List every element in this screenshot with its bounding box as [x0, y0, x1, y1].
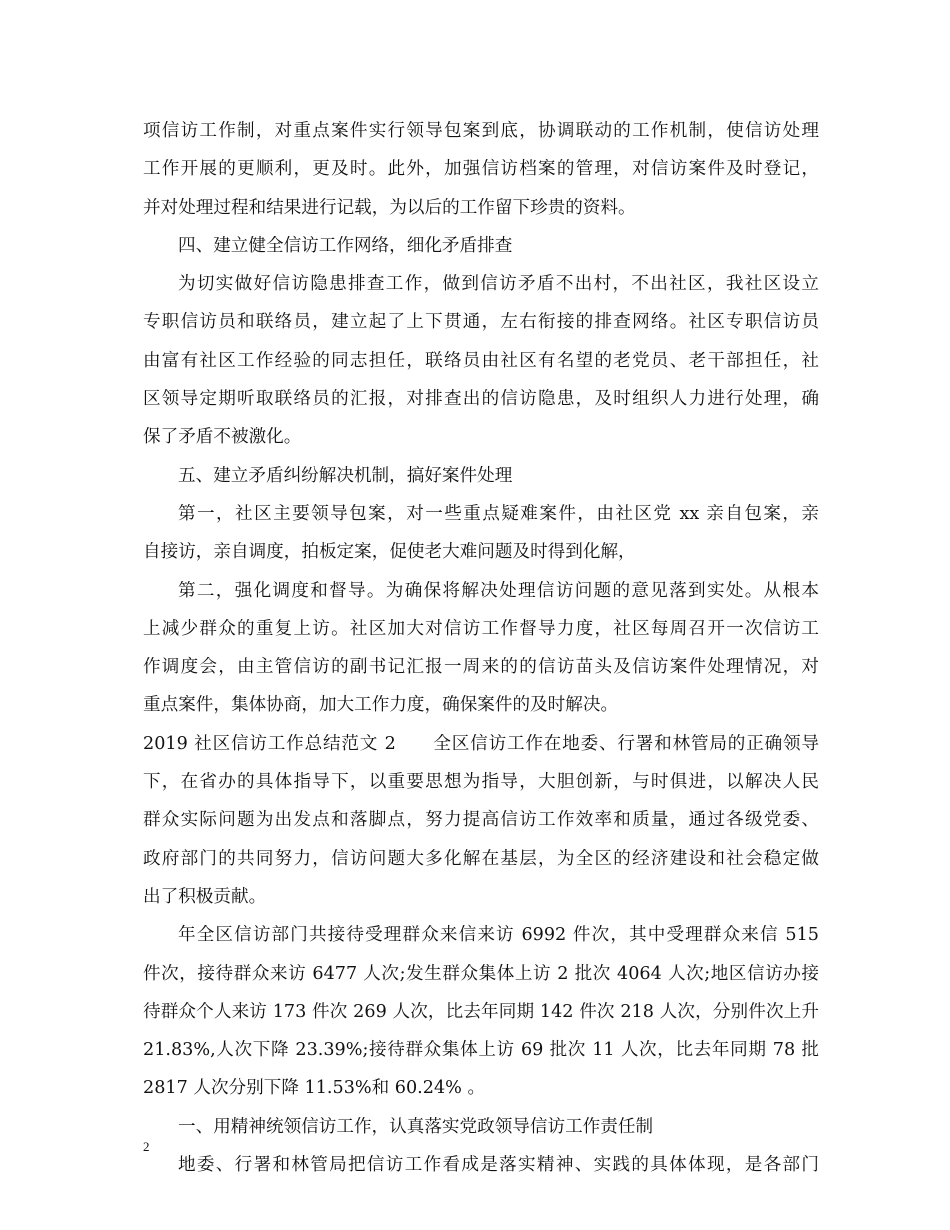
text-line: 第一，社区主要领导包案，对一些重点疑难案件，由社区党 xx 亲自包案，亲 [178, 503, 819, 524]
text-line: 地委、行署和林管局把信访工作看成是落实精神、实践的具体体现，是各部门 [178, 1155, 819, 1176]
text-line: 区领导定期听取联络员的汇报，对排查出的信访隐患，及时组织人力进行处理，确 [143, 389, 819, 410]
text-line: 作调度会，由主管信访的副书记汇报一周来的的信访苗头及信访案件处理情况，对 [143, 657, 819, 678]
text-line: 群众实际问题为出发点和落脚点，努力提高信访工作效率和质量，通过各级党委、 [143, 810, 819, 831]
text-line: 21.83%,人次下降 23.39%;接待群众集体上访 69 批次 11 人次，比去年同期 78 批 [143, 1040, 819, 1061]
text-line: 并对处理过程和结果进行记载，为以后的工作留下珍贵的资料。 [143, 197, 636, 218]
page-number: 2 [143, 1139, 150, 1154]
text-line: 件次，接待群众来访 6477 人次;发生群众集体上访 2 批次 4064 人次;地区信访办接 [143, 963, 819, 984]
text-line: 上减少群众的重复上访。社区加大对信访工作督导力度，社区每周召开一次信访工 [143, 618, 819, 639]
text-line: 工作开展的更顺利，更及时。此外，加强信访档案的管理，对信访案件及时登记， [143, 159, 819, 180]
text-line: 五、建立矛盾纠纷解决机制，搞好案件处理 [178, 465, 513, 486]
text-line: 2019 社区信访工作总结范文 2 全区信访工作在地委、行署和林管局的正确领导 [143, 733, 819, 754]
text-line: 专职信访员和联络员，建立起了上下贯通，左右衔接的排查网络。社区专职信访员 [143, 312, 819, 333]
text-line: 出了积极贡献。 [143, 886, 267, 907]
text-line: 为切实做好信访隐患排查工作，做到信访矛盾不出村，不出社区，我社区设立 [178, 274, 819, 295]
text-line: 自接访，亲自调度，拍板定案，促使老大难问题及时得到化解， [143, 542, 636, 563]
text-line: 一、用精神统领信访工作，认真落实党政领导信访工作责任制 [178, 1116, 654, 1137]
text-line: 待群众个人来访 173 件次 269 人次，比去年同期 142 件次 218 人次，分别件次上升 [143, 1001, 819, 1022]
text-line: 项信访工作制，对重点案件实行领导包案到底，协调联动的工作机制，使信访处理 [143, 121, 819, 141]
text-line: 由富有社区工作经验的同志担任，联络员由社区有名望的老党员、老干部担任，社 [143, 350, 819, 371]
text-line: 下，在省办的具体指导下，以重要思想为指导，大胆创新，与时俱进，以解决人民 [143, 772, 819, 793]
text-line: 保了矛盾不被激化。 [143, 427, 302, 448]
text-line: 政府部门的共同努力，信访问题大多化解在基层，为全区的经济建设和社会稳定做 [143, 848, 819, 869]
text-line: 年全区信访部门共接待受理群众来信来访 6992 件次，其中受理群众来信 515 [178, 925, 819, 946]
text-line: 重点案件，集体协商，加大工作力度，确保案件的及时解决。 [143, 695, 619, 716]
text-line: 第二，强化调度和督导。为确保将解决处理信访问题的意见落到实处。从根本 [178, 580, 819, 601]
text-line: 2817 人次分别下降 11.53%和 60.24% 。 [143, 1078, 486, 1099]
text-line: 四、建立健全信访工作网络，细化矛盾排查 [178, 235, 513, 256]
document-body [143, 112, 819, 1184]
